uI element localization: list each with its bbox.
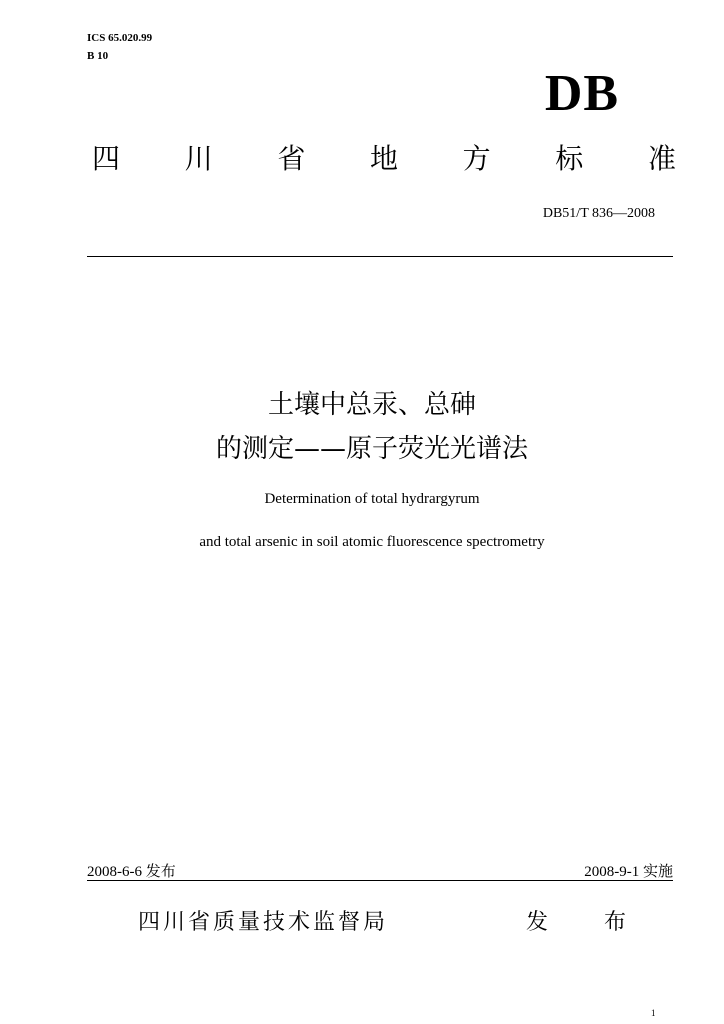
chinese-title-line2: 的测定——原子荧光光谱法 bbox=[215, 434, 528, 464]
english-title-line1: Determination of total hydrargyrum bbox=[264, 491, 480, 507]
publish-char: 发 bbox=[526, 910, 549, 935]
standard-type-char: 方 bbox=[462, 142, 491, 175]
implementation-label: 实施 bbox=[642, 862, 673, 880]
implementation-date-value: 2008-9-1 bbox=[584, 864, 640, 880]
standard-type-title bbox=[92, 142, 676, 176]
ics-code: ICS 65.020.99 bbox=[87, 32, 153, 44]
standard-number: DB51/T 836—2008 bbox=[542, 206, 655, 221]
db-logo: DB bbox=[544, 65, 620, 122]
issuing-authority: 四川省质量技术监督局 bbox=[138, 910, 389, 935]
issue-date bbox=[87, 860, 176, 881]
standard-type-char: 省 bbox=[277, 142, 306, 175]
standard-type-char: 准 bbox=[647, 142, 676, 175]
issue-label: 发布 bbox=[145, 862, 176, 880]
publish-char: 布 bbox=[603, 910, 626, 935]
footer-divider bbox=[87, 880, 673, 881]
english-title-line2: and total arsenic in soil atomic fluorescence spectrometry bbox=[199, 534, 545, 550]
standard-type-char: 四 bbox=[92, 142, 121, 175]
standard-type-char: 川 bbox=[184, 142, 213, 175]
standard-type-char: 地 bbox=[369, 142, 398, 175]
issue-date-value: 2008-6-6 bbox=[87, 864, 142, 880]
page-number: 1 bbox=[651, 1008, 656, 1018]
chinese-title-line1: 土壤中总汞、总砷 bbox=[267, 390, 476, 420]
classification-code: B 10 bbox=[87, 50, 109, 62]
header-divider bbox=[87, 256, 673, 257]
publish-label bbox=[526, 905, 626, 936]
implementation-date bbox=[584, 860, 673, 881]
standard-type-char: 标 bbox=[555, 142, 584, 175]
